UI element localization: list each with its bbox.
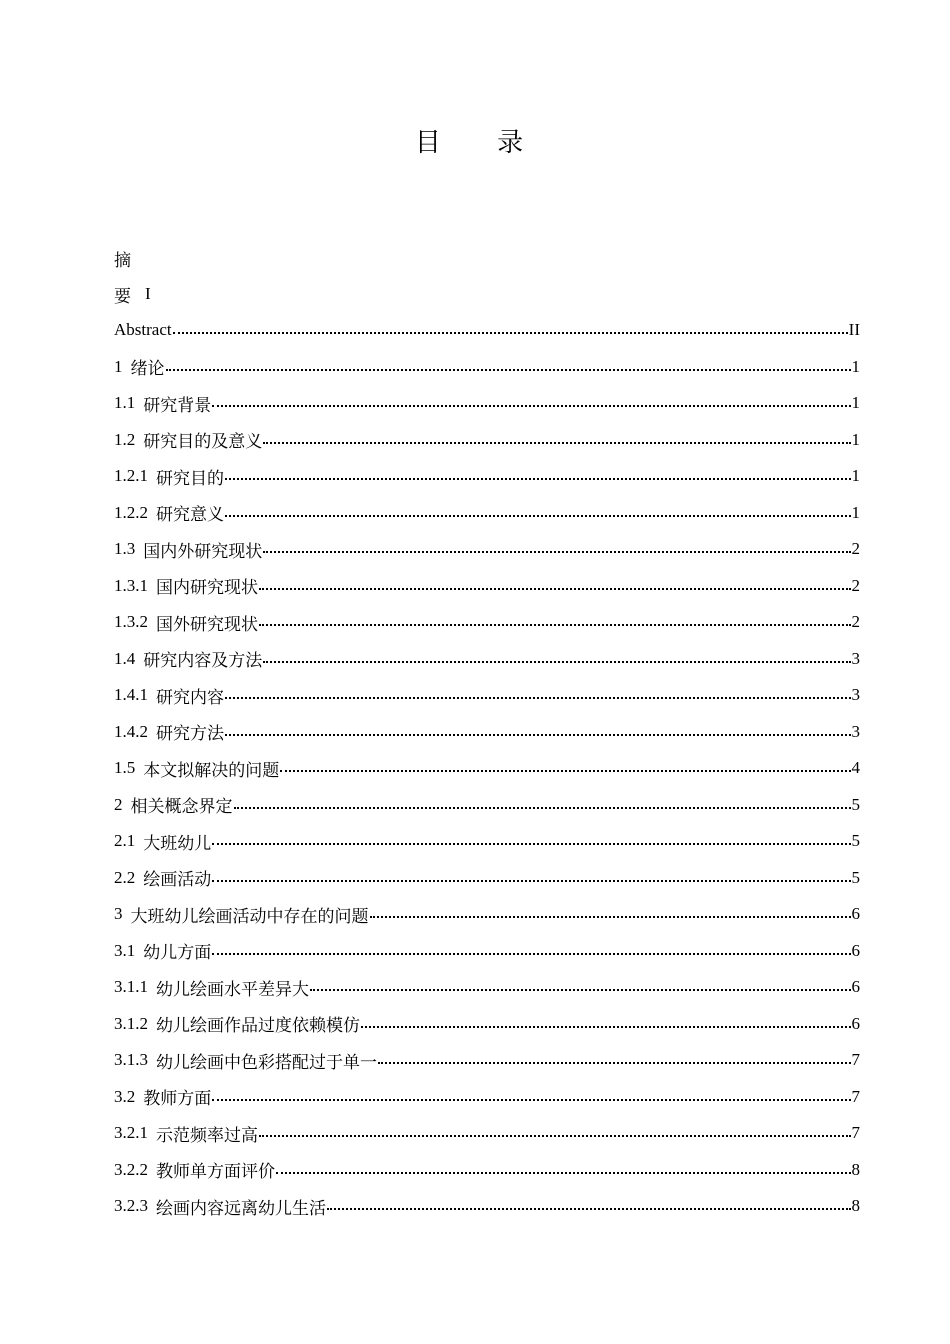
toc-entry[interactable]	[114, 1042, 860, 1079]
toc-entry-page: 1	[851, 393, 860, 413]
toc-dot-leader	[212, 880, 850, 882]
toc-entry[interactable]	[114, 1115, 860, 1152]
toc-entry[interactable]	[114, 787, 860, 824]
toc-dot-leader	[225, 478, 851, 480]
toc-entry-text: 本文拟解决的问题	[143, 760, 280, 780]
toc-entry-number: 1.5	[114, 758, 136, 778]
toc-entry-page: 6	[851, 940, 860, 960]
toc-entry[interactable]	[114, 495, 860, 532]
table-of-contents	[114, 240, 860, 1225]
toc-entry-page: 3	[851, 721, 860, 741]
toc-dot-leader	[280, 770, 850, 772]
toc-dot-leader	[212, 953, 850, 955]
toc-entry-number: 2	[114, 794, 123, 814]
toc-dot-leader	[173, 332, 848, 334]
toc-entry-page: 7	[851, 1123, 860, 1143]
toc-entry-page: 4	[851, 758, 860, 778]
toc-entry-number: 1.2.1	[114, 466, 148, 486]
toc-entry-number: 1.3.1	[114, 575, 148, 595]
toc-entry-number: 3.1.3	[114, 1050, 148, 1070]
toc-entry-page: 7	[851, 1086, 860, 1106]
toc-entry-page: 6	[851, 977, 860, 997]
toc-entry-text: Abstract	[114, 320, 172, 340]
toc-entry[interactable]	[114, 1152, 860, 1189]
toc-entry-number: 3.1.2	[114, 1013, 148, 1033]
toc-entry[interactable]	[114, 641, 860, 678]
toc-entry-number: 3.1	[114, 940, 136, 960]
toc-dot-leader	[370, 916, 851, 918]
toc-entry-page: 2	[851, 612, 860, 632]
toc-entry-page: 2	[851, 539, 860, 559]
toc-entry[interactable]	[114, 604, 860, 641]
toc-entry-page: 2	[851, 575, 860, 595]
toc-entry-page: 8	[851, 1196, 860, 1216]
toc-dot-leader	[259, 588, 851, 590]
toc-dot-leader	[212, 405, 850, 407]
toc-entry-number: 3	[114, 904, 123, 924]
toc-entry-text: 研究目的及意义	[143, 432, 263, 452]
toc-entry-number: 2.2	[114, 867, 136, 887]
toc-entry-number: 1.3	[114, 539, 136, 559]
toc-entry-text: 国外研究现状	[156, 614, 258, 634]
toc-entry-number: 3.1.1	[114, 977, 148, 997]
toc-dot-leader	[378, 1062, 851, 1064]
toc-entry-text: 绘画内容远离幼儿生活	[156, 1198, 326, 1218]
toc-entry[interactable]	[114, 860, 860, 897]
toc-entry-number: 1.2	[114, 429, 136, 449]
toc-entry-text: 教师单方面评价	[156, 1162, 275, 1182]
toc-entry-number: 3.2.2	[114, 1159, 148, 1179]
toc-entry[interactable]	[114, 750, 860, 787]
toc-entry-page: 1	[851, 429, 860, 449]
toc-dot-leader	[263, 661, 850, 663]
toc-entry[interactable]	[114, 422, 860, 459]
toc-dot-leader	[276, 1172, 851, 1174]
toc-entry[interactable]	[114, 568, 860, 605]
toc-entry-text: 研究目的	[156, 468, 224, 488]
toc-entry-page: 7	[851, 1050, 860, 1070]
toc-entry-page: 6	[851, 904, 860, 924]
toc-entry[interactable]	[114, 312, 860, 349]
toc-entry-number: 3.2.1	[114, 1123, 148, 1143]
toc-entry[interactable]	[114, 823, 860, 860]
toc-entry-text: 要	[114, 286, 131, 306]
toc-entry[interactable]	[114, 385, 860, 422]
toc-entry-number: 1.2.2	[114, 502, 148, 522]
toc-entry-page: I	[145, 284, 151, 303]
toc-entry-text: 相关概念界定	[130, 797, 233, 817]
toc-entry-text: 幼儿绘画水平差异大	[156, 979, 309, 999]
toc-entry[interactable]	[114, 349, 860, 386]
toc-entry-text: 研究方法	[156, 724, 224, 744]
toc-entry-number: 3.2.3	[114, 1196, 148, 1216]
toc-dot-leader	[263, 551, 850, 553]
toc-dot-leader	[212, 843, 850, 845]
toc-entry-page: 1	[851, 356, 860, 376]
toc-entry-number: 2.1	[114, 831, 136, 851]
toc-entry[interactable]	[114, 896, 860, 933]
toc-entry-text: 大班幼儿	[143, 833, 212, 853]
toc-entry[interactable]	[114, 714, 860, 751]
toc-entry-page: 5	[851, 831, 860, 851]
toc-entry-page: 8	[851, 1159, 860, 1179]
toc-entry-text: 示范频率过高	[156, 1125, 258, 1145]
toc-entry-text: 幼儿绘画作品过度依赖模仿	[156, 1016, 360, 1036]
toc-entry-text: 研究背景	[143, 395, 212, 415]
toc-entry[interactable]	[114, 1006, 860, 1043]
toc-entry-text: 绪论	[130, 359, 165, 379]
toc-entry-page: 1	[851, 466, 860, 486]
toc-entry-text: 研究内容	[156, 687, 224, 707]
toc-entry[interactable]	[114, 677, 860, 714]
toc-dot-leader	[166, 369, 851, 371]
toc-entry-text: 绘画活动	[143, 870, 212, 890]
toc-entry-page: 5	[851, 794, 860, 814]
toc-entry-number: 1.4.2	[114, 721, 148, 741]
toc-entry[interactable]	[114, 458, 860, 495]
toc-entry-text: 大班幼儿绘画活动中存在的问题	[130, 906, 369, 926]
toc-entry-page: II	[848, 320, 860, 340]
toc-entry[interactable]	[114, 1079, 860, 1116]
toc-dot-leader	[225, 734, 851, 736]
toc-abstract-cn-line2[interactable]	[114, 276, 860, 312]
toc-entry-number: 1.4.1	[114, 685, 148, 705]
toc-entry-number: 1.3.2	[114, 612, 148, 632]
toc-dot-leader	[225, 515, 851, 517]
toc-entry-text: 研究意义	[156, 505, 224, 525]
page-title: 目 录	[414, 128, 548, 158]
toc-dot-leader	[225, 697, 851, 699]
toc-entry-text: 国内外研究现状	[143, 541, 263, 561]
toc-entry-text: 国内研究现状	[156, 578, 258, 598]
toc-dot-leader	[361, 1026, 851, 1028]
toc-dot-leader	[263, 442, 850, 444]
toc-entry-page: 3	[851, 648, 860, 668]
toc-abstract-cn-line1[interactable]	[114, 240, 860, 276]
toc-dot-leader	[234, 807, 851, 809]
toc-entry-page: 5	[851, 867, 860, 887]
toc-entry[interactable]	[114, 969, 860, 1006]
toc-entry-number: 1.4	[114, 648, 136, 668]
toc-entry-list	[114, 312, 860, 1225]
toc-entry-number: 1	[114, 356, 123, 376]
toc-entry-page: 3	[851, 685, 860, 705]
toc-entry-page: 6	[851, 1013, 860, 1033]
toc-dot-leader	[259, 624, 851, 626]
toc-dot-leader	[310, 989, 851, 991]
toc-entry-page: 1	[851, 502, 860, 522]
toc-entry-text: 摘	[114, 250, 131, 270]
toc-entry-text: 幼儿方面	[143, 943, 212, 963]
toc-entry[interactable]	[114, 1188, 860, 1225]
toc-entry-number: 1.1	[114, 393, 136, 413]
toc-entry-text: 教师方面	[143, 1089, 212, 1109]
toc-dot-leader	[259, 1135, 851, 1137]
toc-dot-leader	[327, 1208, 851, 1210]
toc-entry-text: 研究内容及方法	[143, 651, 263, 671]
toc-dot-leader	[212, 1099, 850, 1101]
toc-entry[interactable]	[114, 933, 860, 970]
toc-entry-text: 幼儿绘画中色彩搭配过于单一	[156, 1052, 377, 1072]
toc-entry[interactable]	[114, 531, 860, 568]
toc-entry-number: 3.2	[114, 1086, 136, 1106]
